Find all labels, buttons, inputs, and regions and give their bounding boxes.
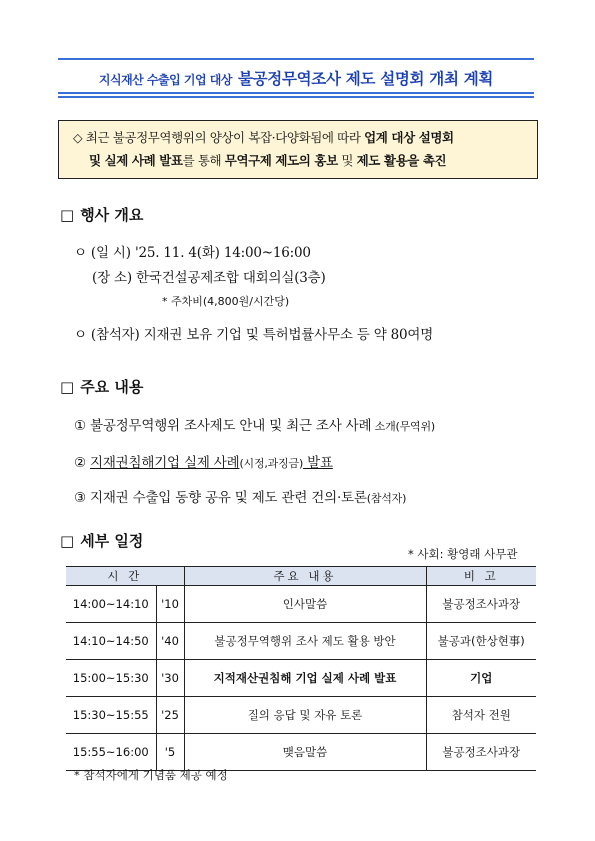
summary-text-2e: 제도 활용을 촉진 [356,153,447,168]
remark-cell: 참석자 전원 [426,697,536,734]
summary-box [58,120,538,179]
footnote: * 참석자에게 기념품 제공 예정 [74,768,228,782]
remark-cell: 불공과(한상현事) [426,623,536,660]
summary-text-1a: 최근 불공정무역행위의 양상이 복잡·다양화됨에 따라 [85,130,365,145]
item-number: ② [74,455,86,471]
duration-cell: '5 [156,734,184,771]
diamond-icon: ◇ [73,130,83,145]
content-cell: 불공정무역행위 조사 제도 활용 방안 [184,623,426,660]
summary-text-2a: 및 실제 사례 발표 [89,153,183,168]
content-item-2 [74,451,333,471]
header-content: 주요 내용 [184,567,426,586]
summary-line-1 [73,127,454,149]
event-date [74,241,311,261]
square-bullet-icon: □ [60,378,75,396]
item-tail: 발표 [303,455,333,471]
section-heading-content [60,376,143,397]
duration-cell: '30 [156,660,184,697]
duration-cell: '25 [156,697,184,734]
event-place [92,266,326,286]
attendee-value: 지재권 보유 기업 및 특허법률사무소 등 약 80여명 [143,327,434,343]
time-cell: 15:55~16:00 [66,734,156,771]
item-note: (참석자) [366,492,407,505]
place-value: 한국건설공제조합 대회의실(3층) [136,270,326,286]
duration-cell: '10 [156,586,184,623]
content-item-1 [74,414,435,434]
section-heading-overview [60,204,143,225]
square-bullet-icon: □ [60,532,75,550]
duration-cell: '40 [156,623,184,660]
remark-cell: 기업 [426,660,536,697]
content-cell: 인사말씀 [184,586,426,623]
section-title: 행사 개요 [80,206,144,224]
parking-note: * 주차비(4,800원/시간당) [162,295,290,308]
header-remark: 비 고 [426,567,536,586]
title-main: 불공정무역조사 제도 설명회 개최 계획 [237,70,494,88]
title-banner [58,58,534,94]
date-label: ㅇ (일 시) [74,245,131,261]
item-text-b: 수출입 동향 공유 및 제도 관련 건의·토론 [132,490,367,506]
item-text: 불공정무역행위 조사제도 안내 및 최근 조사 사례 [90,418,372,434]
time-cell: 15:00~15:30 [66,660,156,697]
table-row [66,586,536,623]
table-header-row [66,567,536,586]
content-item-3 [74,486,406,506]
content-cell: 지적재산권침해 기업 실제 사례 발표 [184,660,426,697]
item-note: (무역위) [395,420,435,433]
moderator-note: * 사회: 황영래 사무관 [408,547,518,561]
section-title: 세부 일정 [80,532,144,550]
item-text: 지재권침해기업 실제 사례 [90,455,240,471]
section-heading-schedule [60,530,143,551]
title-prefix: 지식재산 수출입 기업 대상 [98,73,232,87]
content-cell: 질의 응답 및 자유 토론 [184,697,426,734]
attendee-label: ㅇ (참석자) [74,327,140,343]
date-value: '25. 11. 4(화) 14:00~16:00 [134,245,311,261]
content-cell: 맺음말씀 [184,734,426,771]
summary-text-1b: 업계 대상 설명회 [364,130,454,145]
item-text-a: 지재권 [85,490,133,506]
time-cell: 14:10~14:50 [66,623,156,660]
time-cell: 14:00~14:10 [66,586,156,623]
table-row [66,623,536,660]
schedule-table [66,566,536,771]
summary-text-2d: 및 [337,153,357,168]
event-attendees [74,323,433,343]
square-bullet-icon: □ [60,206,75,224]
document-title [58,67,534,89]
item-number: ③ [74,490,86,506]
table-row [66,734,536,771]
place-label: (장 소) [92,270,132,286]
summary-text-2c: 무역구제 제도의 홍보 [224,153,338,168]
section-title: 주요 내용 [80,378,144,396]
header-time: 시 간 [66,567,184,586]
item-tail: 소개 [371,420,396,433]
table-row [66,697,536,734]
table-row [66,660,536,697]
remark-cell: 불공정조사과장 [426,734,536,771]
item-note: (시정,과징금) [239,457,304,470]
item-number: ① [74,418,86,434]
summary-line-2 [89,150,446,172]
remark-cell: 불공정조사과장 [426,586,536,623]
time-cell: 15:30~15:55 [66,697,156,734]
summary-text-2b: 를 통해 [182,153,225,168]
